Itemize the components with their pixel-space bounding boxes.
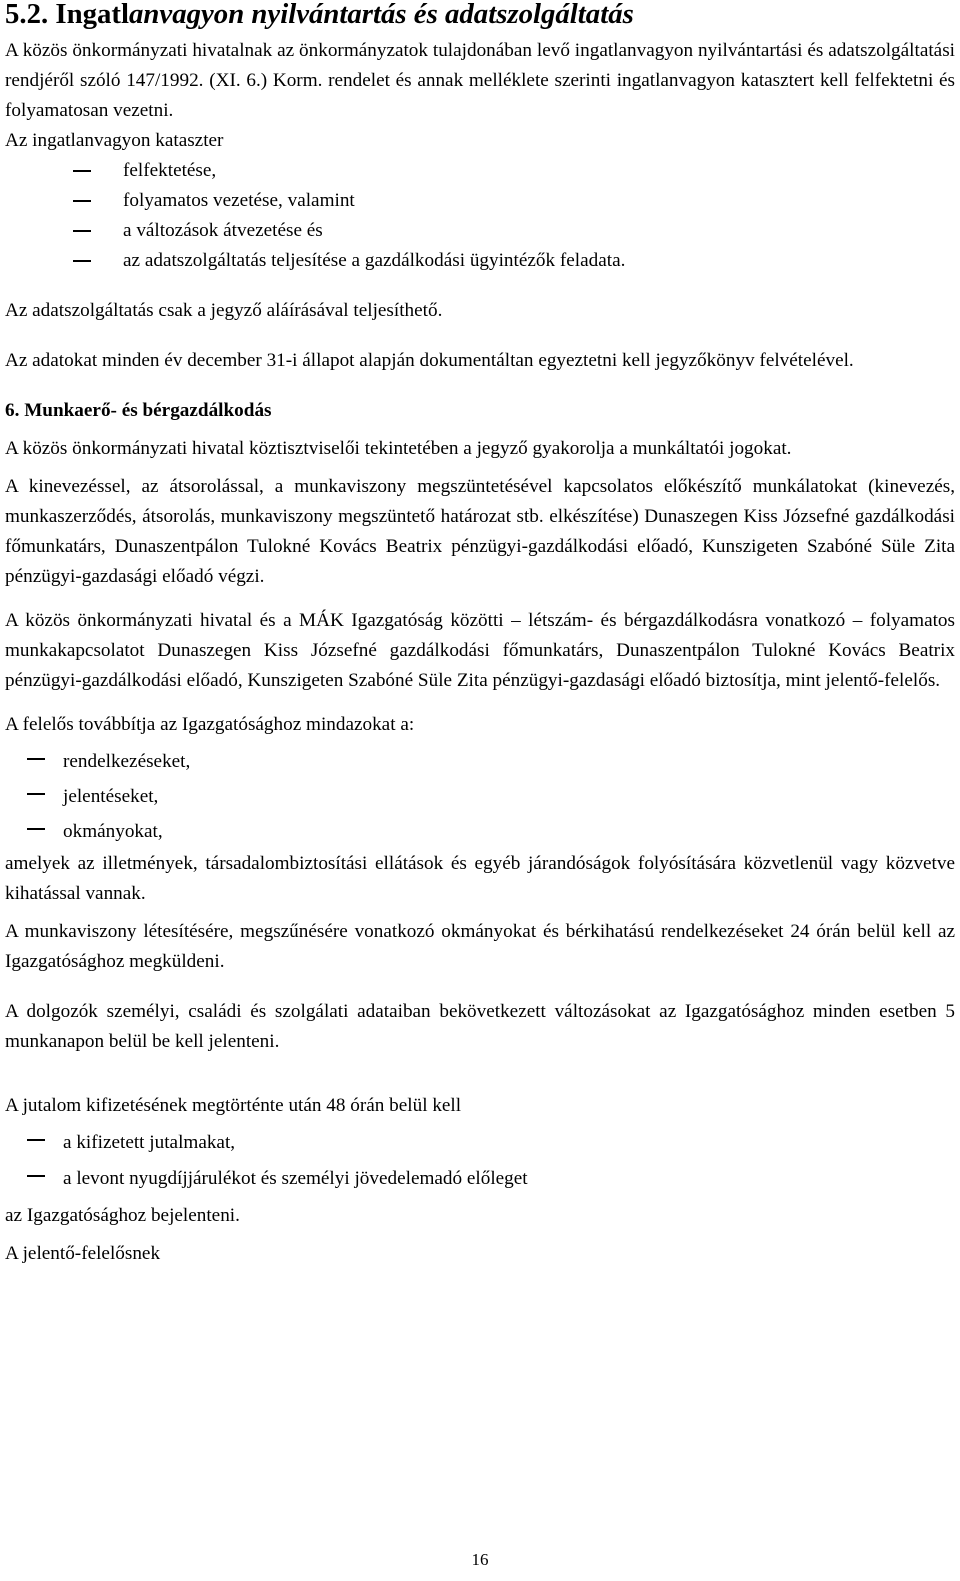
- paragraph-kataszter: A közös önkormányzati hivatalnak az önkormányzatok tulajdonában levő ingatlanvagyon nyilvántartási és adatszolgáltatási rendjéről szóló 147/1992. (XI. 6.) Korm. rendelet és annak melléklete szerinti ingatlanvagyon katasztert kell felfektetni és folyamatosan vezetni.: [5, 40, 955, 121]
- paragraph-kihatas: amelyek az illetmények, társadalombiztosítási ellátások és egyéb járandóságok folyósítására közvetlenül vagy közvetve kihatással vannak.: [5, 853, 955, 904]
- paragraph-kataszter-intro: Az ingatlanvagyon kataszter: [5, 130, 224, 151]
- list-item: rendelkezéseket,: [5, 744, 955, 779]
- paragraph-tovabbitas-intro: A felelős továbbítja az Igazgatósághoz mindazokat a:: [5, 714, 415, 735]
- list-item: a levont nyugdíjjárulékot és személyi jövedelemadó előleget: [5, 1161, 955, 1197]
- paragraph-mak-kapcsolat: A közös önkormányzati hivatal és a MÁK Igazgatóság közötti – létszám- és bérgazdálkodásra vonatkozó – folyamatos munkakapcsolatot Dunaszegen Kiss Józsefné gazdálkodási főmunkatárs, Dunaszentpálon Tulokné Kovács Beatrix pénzügyi-gazdálkodási előadó, Kunszigeten Szabóné Süle Zita pénzügyi-gazdasági előadó biztosítja, mint jelentő-felelős.: [5, 610, 955, 691]
- section-number: 5.2.: [5, 0, 49, 30]
- paragraph-24-ora: A munkaviszony létesítésére, megszűnésére vonatkozó okmányokat és bérkihatású rendelkezéseket 24 órán belül kell az Igazgatósághoz megküldeni.: [5, 921, 955, 972]
- paragraph-jegyzo-alairas: Az adatszolgáltatás csak a jegyző aláírásával teljesíthető.: [5, 300, 443, 321]
- paragraph-elokeszito-munkalatok: A kinevezéssel, az átsorolással, a munkaviszony megszüntetésével kapcsolatos előkészítő munkálatokat (kinevezés, munkaszerződés, átsorolás, munkaviszony megszüntető határozat stb. elkészítése) Dunaszegen Kiss Józsefné gazdálkodási főmunkatárs, Dunaszentpálon Tulokné Kovács Beatrix pénzügyi-gazdálkodási előadó, Kunszigeten Szabóné Süle Zita pénzügyi-gazdasági előadó végzi.: [5, 476, 955, 587]
- list-item: a változások átvezetése és: [5, 216, 955, 246]
- section-title-part-b: anvagyon nyilvántartás és adatszolgáltatás: [129, 0, 634, 30]
- section-title-part-a: Ingatl: [55, 0, 130, 30]
- list-item: a kifizetett jutalmakat,: [5, 1125, 955, 1161]
- paragraph-jutalom-intro: A jutalom kifizetésének megtörténte után 48 órán belül kell: [5, 1095, 462, 1116]
- kataszter-tasks-list: [5, 156, 955, 276]
- list-item: az adatszolgáltatás teljesítése a gazdálkodási ügyintézők feladata.: [5, 246, 955, 276]
- list-item: felfektetése,: [5, 156, 955, 186]
- section-heading-5-2: [5, 0, 634, 29]
- paragraph-jelento-felelos: A jelentő-felelősnek: [5, 1243, 161, 1264]
- paragraph-5-munkanap: A dolgozók személyi, családi és szolgálati adataiban bekövetkezett változásokat az Igazgatósághoz minden esetben 5 munkanapon belül be kell jelenteni.: [5, 1001, 955, 1052]
- paragraph-egyeztetes: Az adatokat minden év december 31-i állapot alapján dokumentáltan egyeztetni kell jegyzőkönyv felvételével.: [5, 350, 854, 371]
- section-heading-6: 6. Munkaerő- és bérgazdálkodás: [5, 400, 272, 421]
- paragraph-bejelentes: az Igazgatósághoz bejelenteni.: [5, 1205, 240, 1226]
- jutalom-list: [5, 1125, 955, 1197]
- list-item: folyamatos vezetése, valamint: [5, 186, 955, 216]
- page-number: 16: [471, 1550, 489, 1569]
- tovabbitando-list: [5, 744, 955, 849]
- list-item: okmányokat,: [5, 814, 955, 849]
- list-item: jelentéseket,: [5, 779, 955, 814]
- paragraph-munkaltatoi-jogok: A közös önkormányzati hivatal köztisztviselői tekintetében a jegyző gyakorolja a munkáltatói jogokat.: [5, 438, 792, 459]
